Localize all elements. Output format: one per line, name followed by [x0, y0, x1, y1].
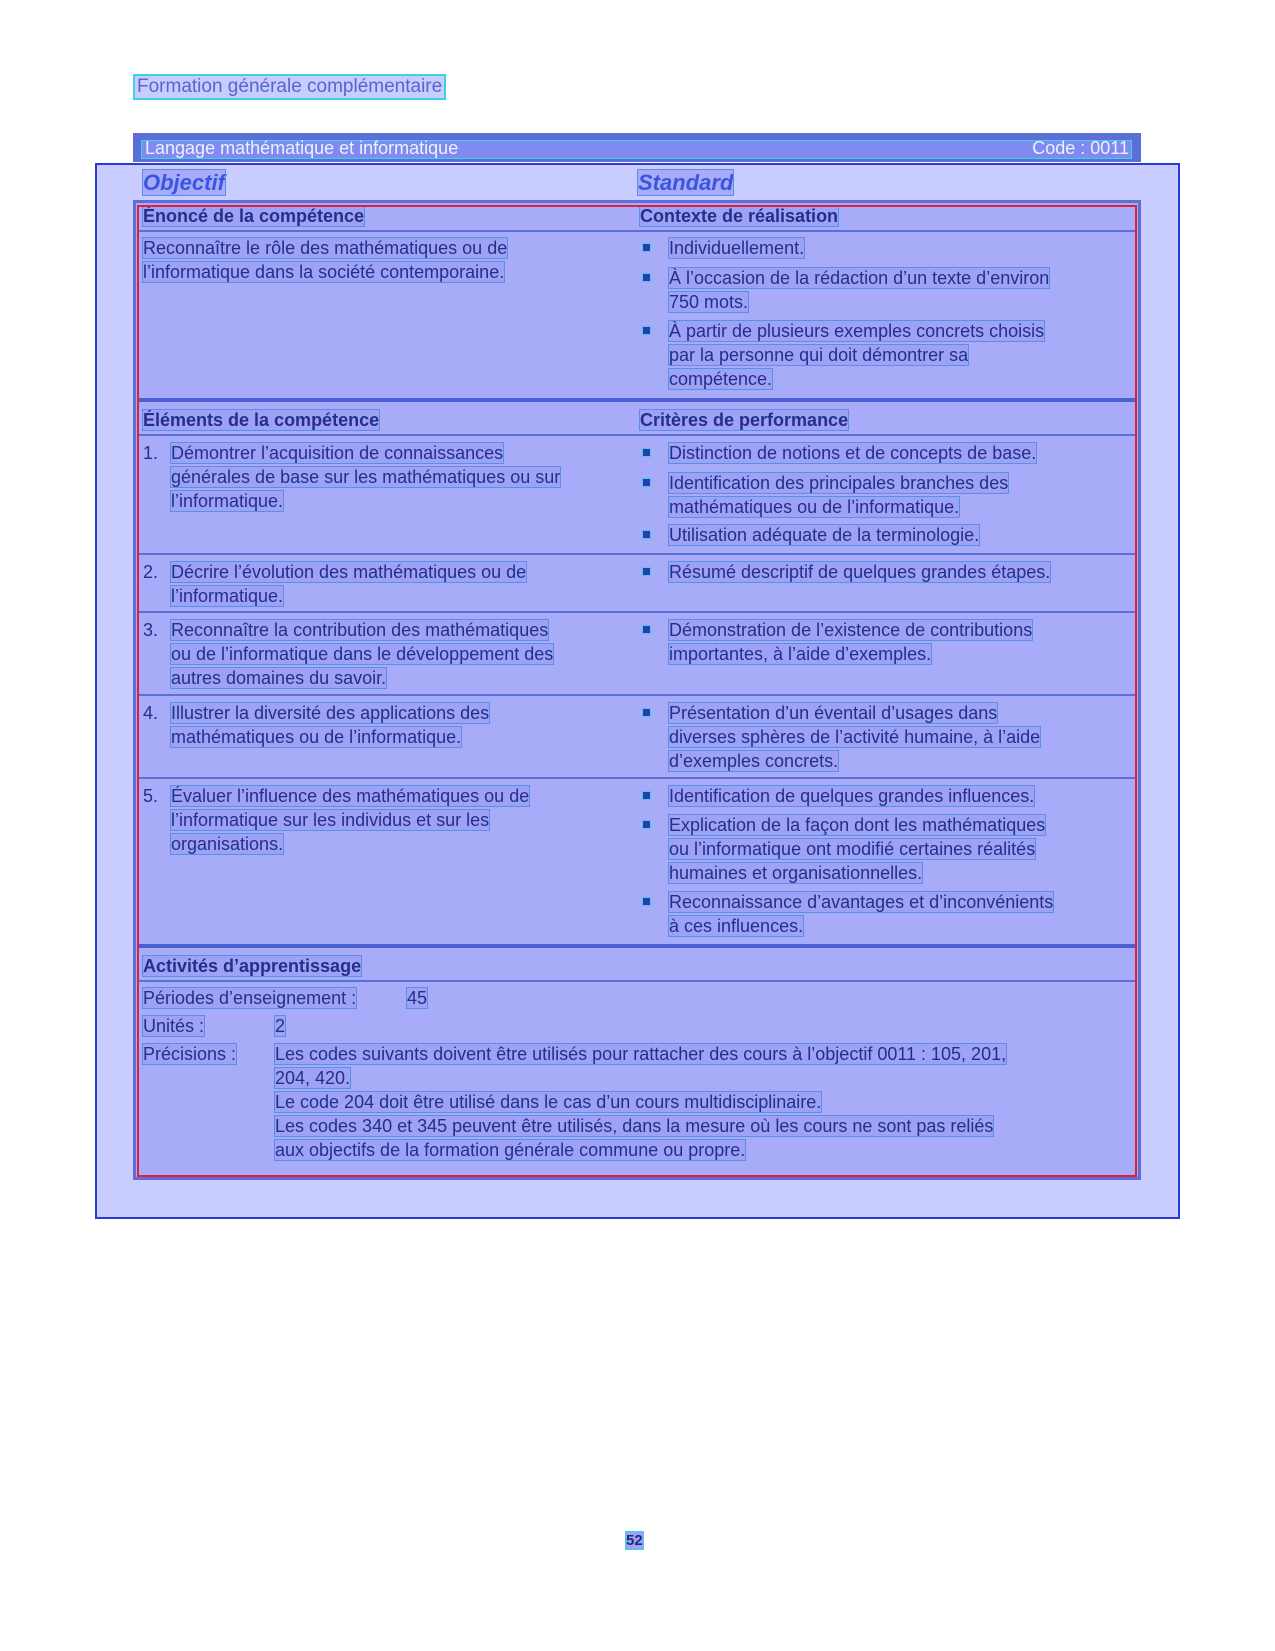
criterion-item: Utilisation adéquate de la terminologie.	[669, 525, 980, 545]
precisions-text: Les codes suivants doivent être utilisés pour rattacher des cours à l’objectif 0011 : 105, 201, 204, 420. Le code 204 doit être utilisé dans le cas d’un cours multidisciplinaire. Les codes 340 et 345 peuvent être utilisés, dans la mesure où les cours ne sont pas reliés aux objectifs de la formation générale commune ou propre.	[275, 1044, 1007, 1160]
element-number: 4.	[143, 703, 159, 723]
page-header: Formation générale complémentaire	[137, 76, 443, 97]
criterion-item: Identification des principales branches des mathématiques ou de l’informatique.	[669, 473, 1009, 517]
bullet-icon	[643, 709, 650, 716]
bullet-icon	[643, 792, 650, 799]
bullet-icon	[643, 479, 650, 486]
element-number: 1.	[143, 443, 159, 463]
contexte-item: À partir de plusieurs exemples concrets choisis par la personne qui doit démontrer sa compétence.	[669, 321, 1045, 389]
element-number: 5.	[143, 786, 159, 806]
divider	[137, 777, 1137, 779]
unites-value: 2	[275, 1016, 286, 1036]
unites-label: Unités :	[143, 1016, 205, 1036]
element-text: Reconnaître la contribution des mathématiques ou de l’informatique dans le développement des autres domaines du savoir.	[171, 620, 554, 688]
periodes-label: Périodes d’enseignement :	[143, 988, 357, 1008]
bullet-icon	[643, 274, 650, 281]
elements-heading: Éléments de la compétence	[143, 410, 380, 430]
criteria-heading: Critères de performance	[640, 410, 849, 430]
divider	[137, 230, 1137, 232]
subject-title: Langage mathématique et informatique	[145, 138, 459, 158]
bullet-icon	[643, 244, 650, 251]
page-number: 52	[626, 1532, 643, 1549]
divider	[137, 694, 1137, 696]
bullet-icon	[643, 626, 650, 633]
element-number: 2.	[143, 562, 159, 582]
criterion-item: Résumé descriptif de quelques grandes étapes.	[669, 562, 1051, 582]
title-band	[133, 133, 1141, 162]
divider	[137, 553, 1137, 555]
bullet-icon	[643, 327, 650, 334]
activites-heading: Activités d’apprentissage	[143, 956, 362, 976]
criterion-item: Présentation d’un éventail d’usages dans diverses sphères de l’activité humaine, à l’aide d’exemples concrets.	[669, 703, 1041, 771]
element-text: Évaluer l’influence des mathématiques ou de l’informatique sur les individus et sur les organisations.	[171, 786, 530, 854]
divider	[137, 398, 1137, 402]
bullet-icon	[643, 898, 650, 905]
criterion-item: Explication de la façon dont les mathématiques ou l’informatique ont modifié certaines réalités humaines et organisationnelles.	[669, 815, 1046, 883]
divider	[137, 980, 1137, 982]
criterion-item: Distinction de notions et de concepts de base.	[669, 443, 1037, 463]
element-text: Illustrer la diversité des applications des mathématiques ou de l’informatique.	[171, 703, 490, 747]
contexte-item: À l’occasion de la rédaction d’un texte d’environ 750 mots.	[669, 268, 1050, 312]
divider	[137, 944, 1137, 948]
bullet-icon	[643, 821, 650, 828]
divider	[137, 611, 1137, 613]
enonce-heading: Énoncé de la compétence	[143, 206, 365, 226]
element-text: Démontrer l’acquisition de connaissances générales de base sur les mathématiques ou sur l’informatique.	[171, 443, 561, 511]
periodes-value: 45	[407, 988, 428, 1008]
standard-heading: Standard	[638, 170, 734, 195]
element-number: 3.	[143, 620, 159, 640]
contexte-heading: Contexte de réalisation	[640, 206, 839, 226]
contexte-item: Individuellement.	[669, 238, 805, 258]
criterion-item: Démonstration de l’existence de contributions importantes, à l’aide d’exemples.	[669, 620, 1033, 664]
bullet-icon	[643, 531, 650, 538]
subject-code: Code : 0011	[1032, 138, 1129, 158]
divider	[137, 434, 1137, 436]
bullet-icon	[643, 449, 650, 456]
bullet-icon	[643, 568, 650, 575]
objectif-heading: Objectif	[143, 170, 225, 195]
enonce-text: Reconnaître le rôle des mathématiques ou de l’informatique dans la société contemporaine.	[143, 238, 508, 282]
criterion-item: Identification de quelques grandes influences.	[669, 786, 1035, 806]
element-text: Décrire l’évolution des mathématiques ou de l’informatique.	[171, 562, 527, 606]
precisions-label: Précisions :	[143, 1044, 237, 1064]
criterion-item: Reconnaissance d’avantages et d’inconvénients à ces influences.	[669, 892, 1054, 936]
